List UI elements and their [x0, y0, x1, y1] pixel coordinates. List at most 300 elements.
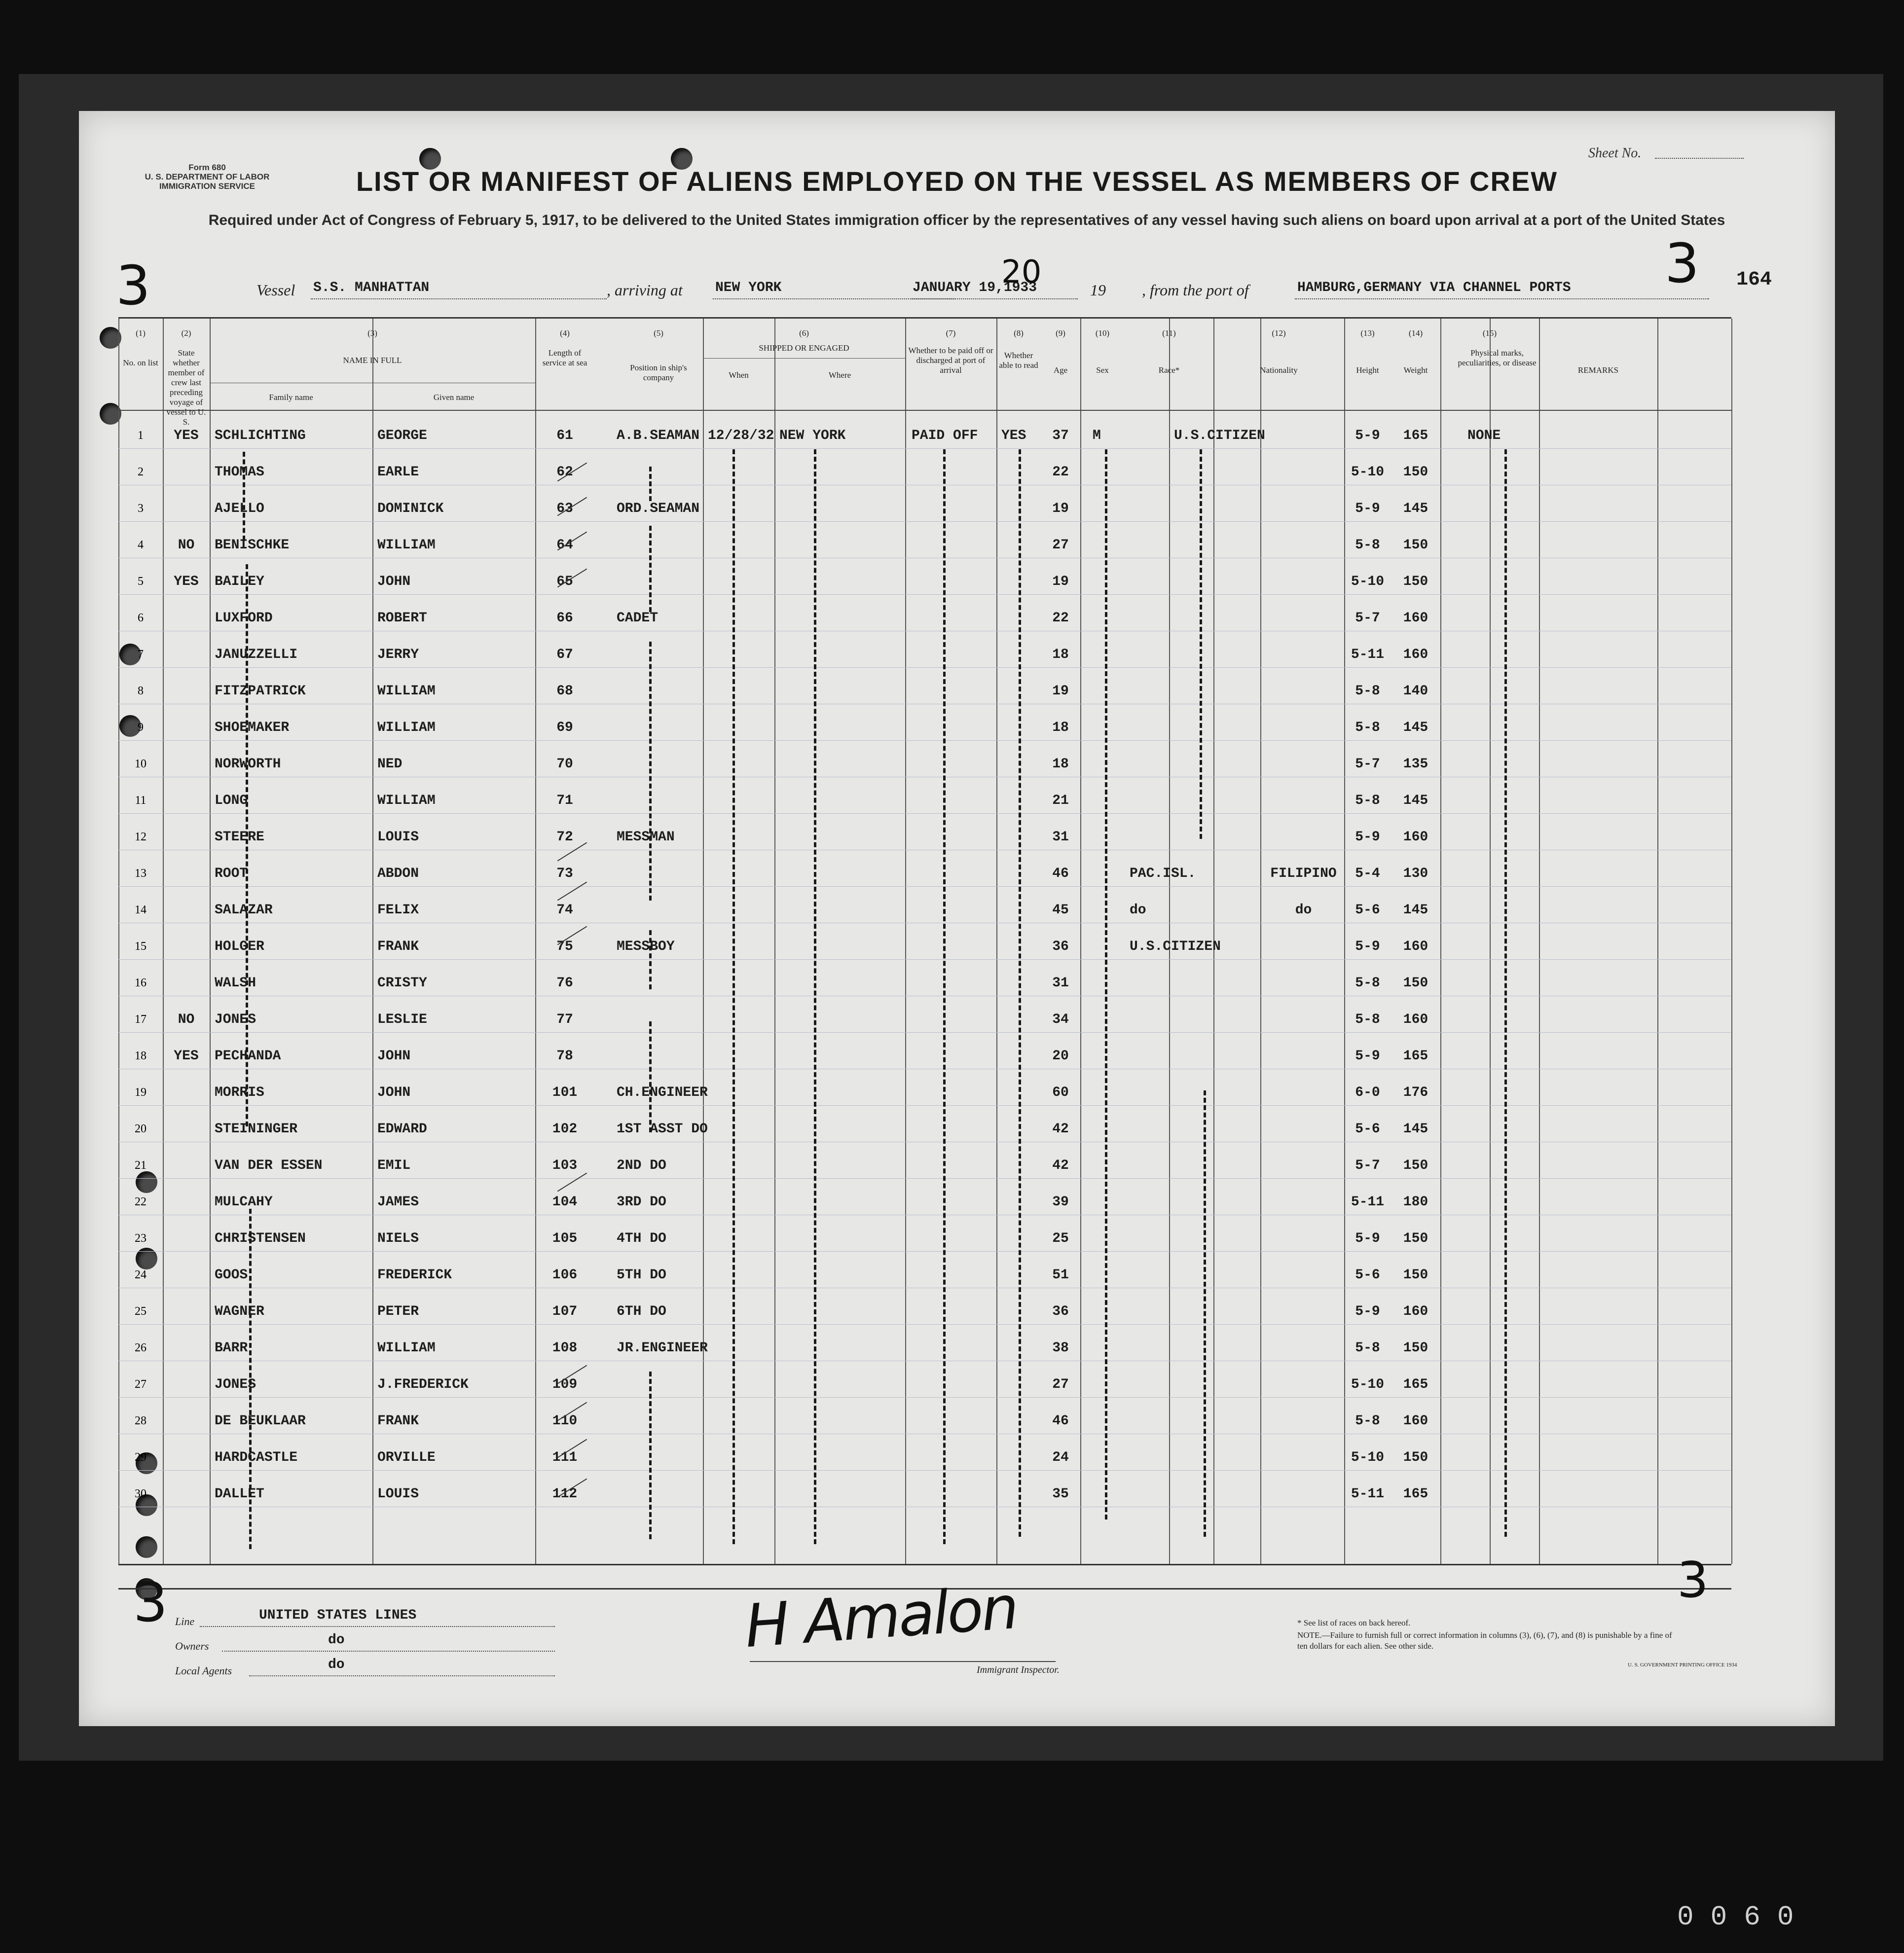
- handwritten-3-left: 3: [116, 254, 150, 317]
- cell-shipped-when: 12/28/32: [708, 428, 774, 443]
- cell-family: THOMAS: [215, 465, 264, 480]
- cell-service: 69: [556, 720, 573, 735]
- inspector-label: Immigrant Inspector.: [977, 1664, 1060, 1675]
- cell-height: 5-8: [1355, 976, 1380, 991]
- cell-given: FREDERICK: [377, 1267, 452, 1283]
- cell-height: 5-8: [1355, 1340, 1380, 1356]
- cell-given: FRANK: [377, 1413, 419, 1429]
- cell-weight: 160: [1403, 939, 1428, 954]
- col-10-header: Sex: [1096, 365, 1109, 375]
- cell-height: 5-4: [1355, 866, 1380, 881]
- shipped-header-divider: [703, 358, 905, 359]
- cell-no: 17: [135, 1013, 146, 1026]
- cell-height: 5-10: [1351, 465, 1385, 480]
- col-border: [905, 319, 906, 1564]
- col-1-number: (1): [136, 328, 146, 338]
- cell-given: JOHN: [377, 1049, 411, 1064]
- col-4-header: Length of service at sea: [542, 348, 587, 367]
- where-header: Where: [828, 370, 851, 380]
- cell-prev: NO: [178, 538, 195, 553]
- cell-given: DOMINICK: [377, 501, 444, 516]
- cell-family: LONG: [215, 793, 248, 808]
- col-3-header: NAME IN FULL: [343, 356, 402, 365]
- cell-nationality-first: U.S.CITIZEN: [1174, 428, 1265, 443]
- col-border: [996, 319, 997, 1564]
- cell-no: 13: [135, 867, 146, 880]
- cell-service: 109: [552, 1377, 578, 1392]
- row-rule: [118, 448, 1731, 449]
- cell-weight: 165: [1403, 1377, 1428, 1392]
- cell-no: 2: [138, 466, 144, 478]
- cell-given: WILLIAM: [377, 538, 436, 553]
- cell-position: A.B.SEAMAN: [617, 428, 700, 443]
- cell-height: 5-11: [1351, 647, 1385, 662]
- line-label: Line: [175, 1615, 195, 1628]
- cell-height: 5-10: [1351, 574, 1385, 589]
- cell-weight: 160: [1403, 1012, 1428, 1027]
- cell-height: 5-9: [1355, 1049, 1380, 1064]
- cell-height: 5-8: [1355, 684, 1380, 699]
- cell-service: 105: [552, 1231, 578, 1246]
- cell-family: SCHLICHTING: [215, 428, 306, 443]
- cell-age: 31: [1052, 976, 1069, 991]
- cell-no: 18: [135, 1049, 146, 1062]
- from-label: , from the port of: [1142, 281, 1249, 299]
- family-name-header: Family name: [269, 393, 313, 402]
- cell-height: 6-0: [1355, 1085, 1380, 1100]
- cell-no: 21: [135, 1159, 146, 1172]
- cell-no: 10: [135, 758, 146, 770]
- cell-age: 39: [1052, 1194, 1069, 1210]
- ditto-mark: [249, 1209, 252, 1549]
- cell-position: 3RD DO: [617, 1194, 666, 1210]
- cell-height: 5-9: [1355, 939, 1380, 954]
- cell-given: ABDON: [377, 866, 419, 881]
- cell-family: JONES: [215, 1012, 256, 1027]
- ditto-mark: [649, 1372, 652, 1539]
- cell-service: 108: [552, 1340, 578, 1356]
- cell-no: 1: [138, 429, 144, 442]
- service-name: IMMIGRATION SERVICE: [159, 181, 255, 191]
- cell-age: 36: [1052, 939, 1069, 954]
- cell-service: 77: [556, 1012, 573, 1027]
- cell-no: 6: [138, 612, 144, 624]
- row-rule: [118, 886, 1731, 887]
- cell-family: DALLET: [215, 1486, 264, 1502]
- row-rule: [118, 813, 1731, 814]
- col-3-number: (3): [367, 328, 377, 338]
- sheet-number-label: Sheet No.: [1588, 145, 1642, 161]
- inspector-signature: H Amalon: [742, 1573, 1019, 1662]
- cell-height: 5-6: [1355, 903, 1380, 918]
- cell-no: 24: [135, 1268, 146, 1281]
- cell-given: LOUIS: [377, 1486, 419, 1502]
- cell-service: 111: [552, 1450, 578, 1465]
- cell-position: 6TH DO: [617, 1304, 666, 1319]
- cell-weight: 160: [1403, 1304, 1428, 1319]
- cell-family: GOOS: [215, 1267, 248, 1283]
- col-1-header: No. on list: [123, 358, 158, 367]
- cell-prev: YES: [174, 574, 199, 589]
- cell-given: EMIL: [377, 1158, 411, 1173]
- col-6-header: SHIPPED OR ENGAGED: [759, 343, 849, 353]
- check-tick: [557, 882, 587, 901]
- cell-given: JOHN: [377, 574, 411, 589]
- cell-age: 22: [1052, 611, 1069, 626]
- ditto-mark: [732, 449, 735, 1544]
- col-11-header: Race*: [1158, 365, 1180, 375]
- col-border: [1080, 319, 1081, 1564]
- cell-service: 76: [556, 976, 573, 991]
- cell-service: 74: [556, 903, 573, 918]
- cell-height: 5-8: [1355, 538, 1380, 553]
- cell-age: 20: [1052, 1049, 1069, 1064]
- cell-family: BAILEY: [215, 574, 264, 589]
- cell-no: 19: [135, 1086, 146, 1099]
- cell-family: STEININGER: [215, 1121, 298, 1137]
- cell-weight: 150: [1403, 465, 1428, 480]
- cell-age: 18: [1052, 757, 1069, 772]
- ditto-mark: [649, 526, 652, 612]
- cell-family: DE BEUKLAAR: [215, 1413, 306, 1429]
- cell-given: LOUIS: [377, 830, 419, 845]
- cell-prev: YES: [174, 1049, 199, 1064]
- check-tick: [557, 1173, 587, 1192]
- cell-position: MESSMAN: [617, 830, 675, 845]
- cell-family: BARR: [215, 1340, 248, 1356]
- cell-service: 71: [556, 793, 573, 808]
- cell-weight: 150: [1403, 976, 1428, 991]
- col-2-number: (2): [181, 328, 191, 338]
- line-value: UNITED STATES LINES: [259, 1608, 417, 1623]
- cell-position: 2ND DO: [617, 1158, 666, 1173]
- cell-weight: 150: [1403, 1340, 1428, 1356]
- col-11-number: (11): [1162, 328, 1176, 338]
- row-rule: [118, 1178, 1731, 1179]
- cell-given: J.FREDERICK: [377, 1377, 469, 1392]
- row-rule: [118, 1032, 1731, 1033]
- col-2-header: State whether member of crew last preceding voyage of vessel to U. S.: [166, 348, 206, 427]
- cell-weight: 130: [1403, 866, 1428, 881]
- col-12-header: Nationality: [1260, 365, 1298, 375]
- agents-value: do: [328, 1657, 345, 1672]
- film-frame-number: 0060: [1677, 1901, 1811, 1933]
- cell-family: CHRISTENSEN: [215, 1231, 306, 1246]
- row-rule: [118, 1105, 1731, 1106]
- cell-age: 25: [1052, 1231, 1069, 1246]
- cell-weight: 165: [1403, 428, 1428, 443]
- ditto-mark: [649, 930, 652, 989]
- cell-height: 5-7: [1355, 611, 1380, 626]
- remarks-header: REMARKS: [1577, 365, 1619, 375]
- col-13-number: (13): [1360, 328, 1375, 338]
- cell-nat: FILIPINO: [1270, 866, 1337, 881]
- col-7-header: Whether to be paid off or discharged at port of arrival: [908, 346, 993, 375]
- cell-service: 102: [552, 1121, 578, 1137]
- cell-family: WALSH: [215, 976, 256, 991]
- owners-label: Owners: [175, 1640, 209, 1652]
- cell-height: 5-10: [1351, 1377, 1385, 1392]
- cell-weight: 145: [1403, 1121, 1428, 1137]
- cell-age: 22: [1052, 465, 1069, 480]
- line-underline: [200, 1626, 555, 1627]
- cell-family: STEERE: [215, 830, 264, 845]
- cell-no: 5: [138, 575, 144, 588]
- page-subtitle: Required under Act of Congress of February 5, 1917, to be delivered to the United States immigration officer by the representatives of any vessel having such aliens on board upon arrival at a port of the United States: [208, 212, 1725, 228]
- cell-family: AJELLO: [215, 501, 264, 516]
- cell-height: 5-9: [1355, 830, 1380, 845]
- cell-paid-off: PAID OFF: [912, 428, 978, 443]
- row-rule: [118, 1324, 1731, 1325]
- cell-service: 107: [552, 1304, 578, 1319]
- agents-label: Local Agents: [175, 1664, 232, 1677]
- vessel-underline: [311, 298, 607, 299]
- cell-height: 5-9: [1355, 1304, 1380, 1319]
- date-underline: [910, 298, 1078, 299]
- cell-no: 20: [135, 1122, 146, 1135]
- signature-line: [750, 1661, 1056, 1662]
- cell-sex: M: [1093, 428, 1101, 443]
- cell-given: CRISTY: [377, 976, 427, 991]
- col-15-header: Physical marks, peculiarities, or disease: [1458, 348, 1537, 367]
- cell-age: 34: [1052, 1012, 1069, 1027]
- cell-height: 5-9: [1355, 428, 1380, 443]
- cell-given: EDWARD: [377, 1121, 427, 1137]
- cell-height: 5-9: [1355, 501, 1380, 516]
- ditto-mark: [1204, 1090, 1206, 1537]
- cell-no: 25: [135, 1305, 146, 1318]
- cell-height: 5-11: [1351, 1194, 1385, 1210]
- cell-family: SALAZAR: [215, 903, 273, 918]
- cell-weight: 140: [1403, 684, 1428, 699]
- cell-family: HARDCASTLE: [215, 1450, 298, 1465]
- ditto-mark: [649, 642, 652, 901]
- cell-given: NED: [377, 757, 403, 772]
- cell-age: 42: [1052, 1158, 1069, 1173]
- cell-weight: 165: [1403, 1049, 1428, 1064]
- col-border: [210, 319, 211, 1564]
- cell-family: HOLGER: [215, 939, 264, 954]
- row-rule: [118, 1251, 1731, 1252]
- cell-weight: 135: [1403, 757, 1428, 772]
- cell-age: 19: [1052, 501, 1069, 516]
- cell-service: 62: [556, 465, 573, 480]
- cell-service: 67: [556, 647, 573, 662]
- arrival-port: NEW YORK: [715, 280, 782, 295]
- cell-given: WILLIAM: [377, 720, 436, 735]
- col-5-header: Position in ship's company: [630, 363, 687, 382]
- department-name: U. S. DEPARTMENT OF LABOR: [145, 172, 270, 181]
- cell-able-to-read: YES: [1001, 428, 1026, 443]
- cell-weight: 150: [1403, 1158, 1428, 1173]
- cell-given: NIELS: [377, 1231, 419, 1246]
- page-title: LIST OR MANIFEST OF ALIENS EMPLOYED ON THE VESSEL AS MEMBERS OF CREW: [356, 166, 1558, 197]
- col-border: [774, 319, 775, 1564]
- printing-office: U. S. GOVERNMENT PRINTING OFFICE 1934: [1628, 1662, 1737, 1668]
- cell-height: 5-8: [1355, 720, 1380, 735]
- handwritten-3-right: 3: [1665, 232, 1699, 295]
- cell-service: 103: [552, 1158, 578, 1173]
- cell-position: CH.ENGINEER: [617, 1085, 708, 1100]
- cell-height: 5-10: [1351, 1450, 1385, 1465]
- cell-service: 106: [552, 1267, 578, 1283]
- cell-age: 18: [1052, 720, 1069, 735]
- arriving-label: , arriving at: [607, 281, 683, 299]
- col-7-number: (7): [946, 328, 956, 338]
- cell-weight: 150: [1403, 1450, 1428, 1465]
- cell-height: 5-8: [1355, 793, 1380, 808]
- cell-no: 22: [135, 1195, 146, 1208]
- cell-weight: 150: [1403, 538, 1428, 553]
- cell-no: 14: [135, 904, 146, 916]
- cell-family: VAN DER ESSEN: [215, 1158, 323, 1173]
- cell-age: 46: [1052, 866, 1069, 881]
- penalty-note: NOTE.—Failure to furnish full or correct information in columns (3), (6), (7), and (8) is punishable by a fine of ten dollars for each alien. See other side.: [1297, 1630, 1672, 1651]
- cell-family: JANUZZELLI: [215, 647, 298, 662]
- cell-service: 70: [556, 757, 573, 772]
- col-4-number: (4): [560, 328, 570, 338]
- cell-physical-marks: NONE: [1467, 428, 1501, 443]
- cell-family: PECHANDA: [215, 1049, 281, 1064]
- cell-age: 24: [1052, 1450, 1069, 1465]
- cell-service: 64: [556, 538, 573, 553]
- cell-family: LUXFORD: [215, 611, 273, 626]
- col-border: [163, 319, 164, 1564]
- cell-no: 15: [135, 940, 146, 953]
- cell-weight: 160: [1403, 830, 1428, 845]
- cell-weight: 150: [1403, 1231, 1428, 1246]
- ditto-mark: [1019, 449, 1021, 1537]
- handwritten-3-footer-right: 3: [1677, 1551, 1709, 1609]
- handwritten-date: 20: [1001, 254, 1042, 290]
- cell-service: 65: [556, 574, 573, 589]
- departure-port: HAMBURG,GERMANY VIA CHANNEL PORTS: [1297, 280, 1571, 295]
- cell-height: 5-9: [1355, 1231, 1380, 1246]
- cell-height: 5-8: [1355, 1413, 1380, 1429]
- stamp-number: 164: [1736, 269, 1772, 291]
- cell-weight: 180: [1403, 1194, 1428, 1210]
- cell-position: 1ST ASST DO: [617, 1121, 708, 1137]
- cell-given: EARLE: [377, 465, 419, 480]
- arrival-date: JANUARY 19,1933: [913, 280, 1037, 295]
- col-14-header: Weight: [1403, 365, 1428, 375]
- cell-position: MESSBOY: [617, 939, 675, 954]
- col-border: [1657, 319, 1658, 1564]
- cell-given: JAMES: [377, 1194, 419, 1210]
- cell-service: 104: [552, 1194, 578, 1210]
- cell-no: 23: [135, 1232, 146, 1245]
- cell-weight: 145: [1403, 501, 1428, 516]
- form-number: Form 680: [188, 163, 226, 172]
- cell-weight: 150: [1403, 1267, 1428, 1283]
- cell-service: 101: [552, 1085, 578, 1100]
- cell-age: 45: [1052, 903, 1069, 918]
- cell-no: 28: [135, 1414, 146, 1427]
- cell-height: 5-8: [1355, 1012, 1380, 1027]
- cell-service: 73: [556, 866, 573, 881]
- cell-position: CADET: [617, 611, 659, 626]
- cell-age: 46: [1052, 1413, 1069, 1429]
- cell-age: 51: [1052, 1267, 1069, 1283]
- cell-age: 19: [1052, 574, 1069, 589]
- owners-value: do: [328, 1632, 345, 1648]
- cell-position: JR.ENGINEER: [617, 1340, 708, 1356]
- row-rule: [118, 740, 1731, 741]
- col-9-number: (9): [1056, 328, 1065, 338]
- col-8-header: Whether able to read: [999, 351, 1038, 370]
- cell-no: 8: [138, 685, 144, 697]
- cell-weight: 145: [1403, 720, 1428, 735]
- crew-table: [118, 317, 1731, 1565]
- row-rule: [118, 1470, 1731, 1471]
- cell-family: WAGNER: [215, 1304, 264, 1319]
- col-13-header: Height: [1356, 365, 1379, 375]
- cell-given: WILLIAM: [377, 793, 436, 808]
- cell-given: ROBERT: [377, 611, 427, 626]
- cell-service: 61: [556, 428, 573, 443]
- row-rule: [118, 1397, 1731, 1398]
- cell-no: 12: [135, 831, 146, 843]
- year-label: 19: [1090, 281, 1106, 299]
- cell-service: 75: [556, 939, 573, 954]
- vessel-label: Vessel: [256, 281, 295, 299]
- row-rule: [118, 594, 1731, 595]
- col-12-number: (12): [1272, 328, 1286, 338]
- cell-given: WILLIAM: [377, 684, 436, 699]
- ditto-mark: [943, 449, 946, 1544]
- cell-race: do: [1130, 903, 1146, 918]
- cell-given: ORVILLE: [377, 1450, 436, 1465]
- cell-height: 5-6: [1355, 1121, 1380, 1137]
- cell-no: 26: [135, 1341, 146, 1354]
- col-15-number: (15): [1482, 328, 1497, 338]
- given-name-header: Given name: [433, 393, 475, 402]
- cell-no: 30: [135, 1487, 146, 1500]
- ditto-mark: [649, 1021, 652, 1132]
- cell-family: SHOEMAKER: [215, 720, 290, 735]
- row-rule: [118, 959, 1731, 960]
- cell-no: 7: [138, 648, 144, 661]
- ditto-mark: [246, 564, 248, 1126]
- cell-given: WILLIAM: [377, 1340, 436, 1356]
- check-tick: [557, 842, 587, 862]
- ditto-mark: [814, 449, 816, 1544]
- col-10-number: (10): [1095, 328, 1110, 338]
- cell-family: ROOT: [215, 866, 248, 881]
- col-border: [1539, 319, 1540, 1564]
- cell-age: 37: [1052, 428, 1069, 443]
- manifest-sheet: [79, 111, 1835, 1726]
- vessel-name: S.S. MANHATTAN: [313, 280, 430, 295]
- cell-age: 27: [1052, 1377, 1069, 1392]
- ditto-mark: [1200, 449, 1202, 839]
- col-border: [1440, 319, 1441, 1564]
- cell-given: LESLIE: [377, 1012, 427, 1027]
- owners-underline: [222, 1651, 555, 1652]
- col-8-number: (8): [1014, 328, 1024, 338]
- cell-no: 27: [135, 1378, 146, 1391]
- ditto-mark: [243, 452, 245, 541]
- cell-given: GEORGE: [377, 428, 427, 443]
- cell-race: PAC.ISL.: [1130, 866, 1196, 881]
- cell-service: 78: [556, 1049, 573, 1064]
- cell-service: 66: [556, 611, 573, 626]
- cell-age: 19: [1052, 684, 1069, 699]
- handwritten-3-footer-left: 3: [133, 1571, 168, 1634]
- sheet-number-line: [1655, 158, 1744, 159]
- cell-family: JONES: [215, 1377, 256, 1392]
- cell-service: 63: [556, 501, 573, 516]
